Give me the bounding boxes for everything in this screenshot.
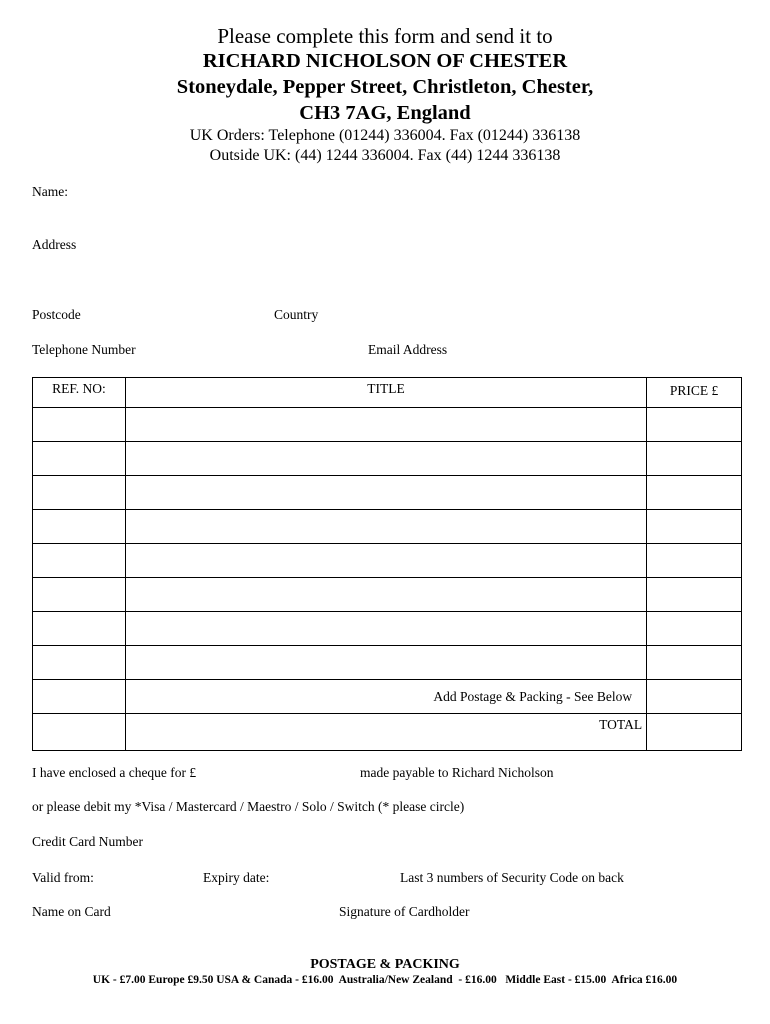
postage-packing-rates: UK - £7.00 Europe £9.50 USA & Canada - £16.00 Australia/New Zealand - £16.00 Middle East - £15.00 Africa £16.00	[92, 974, 678, 986]
company-name: RICHARD NICHOLSON OF CHESTER	[202, 50, 568, 72]
total-price-cell[interactable]	[647, 714, 742, 751]
name-on-card-label: Name on Card	[32, 904, 111, 919]
table-row	[33, 442, 742, 476]
price-cell[interactable]	[647, 646, 742, 680]
price-cell[interactable]	[647, 408, 742, 442]
company-address-line2: CH3 7AG, England	[299, 102, 471, 124]
payable-label: made payable to Richard Nicholson	[360, 765, 554, 780]
ref-cell[interactable]	[33, 544, 126, 578]
table-row	[33, 646, 742, 680]
ref-cell[interactable]	[33, 442, 126, 476]
postage-price-cell[interactable]	[647, 680, 742, 714]
ref-no-header: REF. NO:	[33, 378, 126, 408]
postcode-field-label: Postcode	[32, 307, 81, 322]
price-header: PRICE £	[647, 378, 742, 408]
order-table-header	[33, 378, 742, 408]
outside-uk-contact: Outside UK: (44) 1244 336004. Fax (44) 1244 336138	[209, 147, 561, 164]
title-cell[interactable]	[125, 408, 646, 442]
ref-cell[interactable]	[33, 612, 126, 646]
price-cell[interactable]	[647, 612, 742, 646]
title-cell[interactable]	[125, 612, 646, 646]
postage-row-label: Add Postage & Packing - See Below	[125, 680, 646, 714]
table-row	[33, 510, 742, 544]
order-table	[32, 377, 742, 751]
postage-packing-title: POSTAGE & PACKING	[310, 957, 460, 972]
title-cell[interactable]	[125, 578, 646, 612]
ref-cell[interactable]	[33, 408, 126, 442]
cheque-label: I have enclosed a cheque for £	[32, 765, 197, 780]
table-row	[33, 612, 742, 646]
table-row	[33, 544, 742, 578]
signature-label: Signature of Cardholder	[339, 904, 470, 919]
title-cell[interactable]	[125, 510, 646, 544]
table-row	[33, 578, 742, 612]
total-row	[33, 714, 742, 751]
title-cell[interactable]	[125, 646, 646, 680]
company-address-line1: Stoneydale, Pepper Street, Christleton, Chester,	[176, 76, 594, 98]
total-row-label: TOTAL	[125, 714, 646, 751]
ref-cell[interactable]	[33, 510, 126, 544]
price-cell[interactable]	[647, 442, 742, 476]
uk-orders-contact: UK Orders: Telephone (01244) 336004. Fax (01244) 336138	[189, 127, 581, 144]
email-field-label: Email Address	[368, 342, 448, 357]
title-cell[interactable]	[125, 544, 646, 578]
title-cell[interactable]	[125, 476, 646, 510]
price-cell[interactable]	[647, 578, 742, 612]
price-cell[interactable]	[647, 510, 742, 544]
security-code-label: Last 3 numbers of Security Code on back	[400, 870, 624, 885]
valid-from-label: Valid from:	[32, 870, 94, 885]
table-row	[33, 476, 742, 510]
form-intro: Please complete this form and send it to	[217, 24, 553, 48]
expiry-date-label: Expiry date:	[203, 870, 270, 885]
title-cell[interactable]	[125, 442, 646, 476]
postage-row	[33, 680, 742, 714]
table-row	[33, 408, 742, 442]
ref-cell[interactable]	[33, 714, 126, 751]
address-field-label: Address	[32, 237, 77, 252]
name-field-label: Name:	[32, 184, 68, 199]
country-field-label: Country	[274, 307, 319, 322]
price-cell[interactable]	[647, 544, 742, 578]
telephone-field-label: Telephone Number	[32, 342, 136, 357]
card-debit-label: or please debit my *Visa / Mastercard / Maestro / Solo / Switch (* please circle)	[32, 799, 465, 814]
ref-cell[interactable]	[33, 646, 126, 680]
ref-cell[interactable]	[33, 578, 126, 612]
ref-cell[interactable]	[33, 476, 126, 510]
ref-cell[interactable]	[33, 680, 126, 714]
price-cell[interactable]	[647, 476, 742, 510]
credit-card-number-label: Credit Card Number	[32, 834, 143, 849]
title-header: TITLE	[125, 378, 646, 408]
